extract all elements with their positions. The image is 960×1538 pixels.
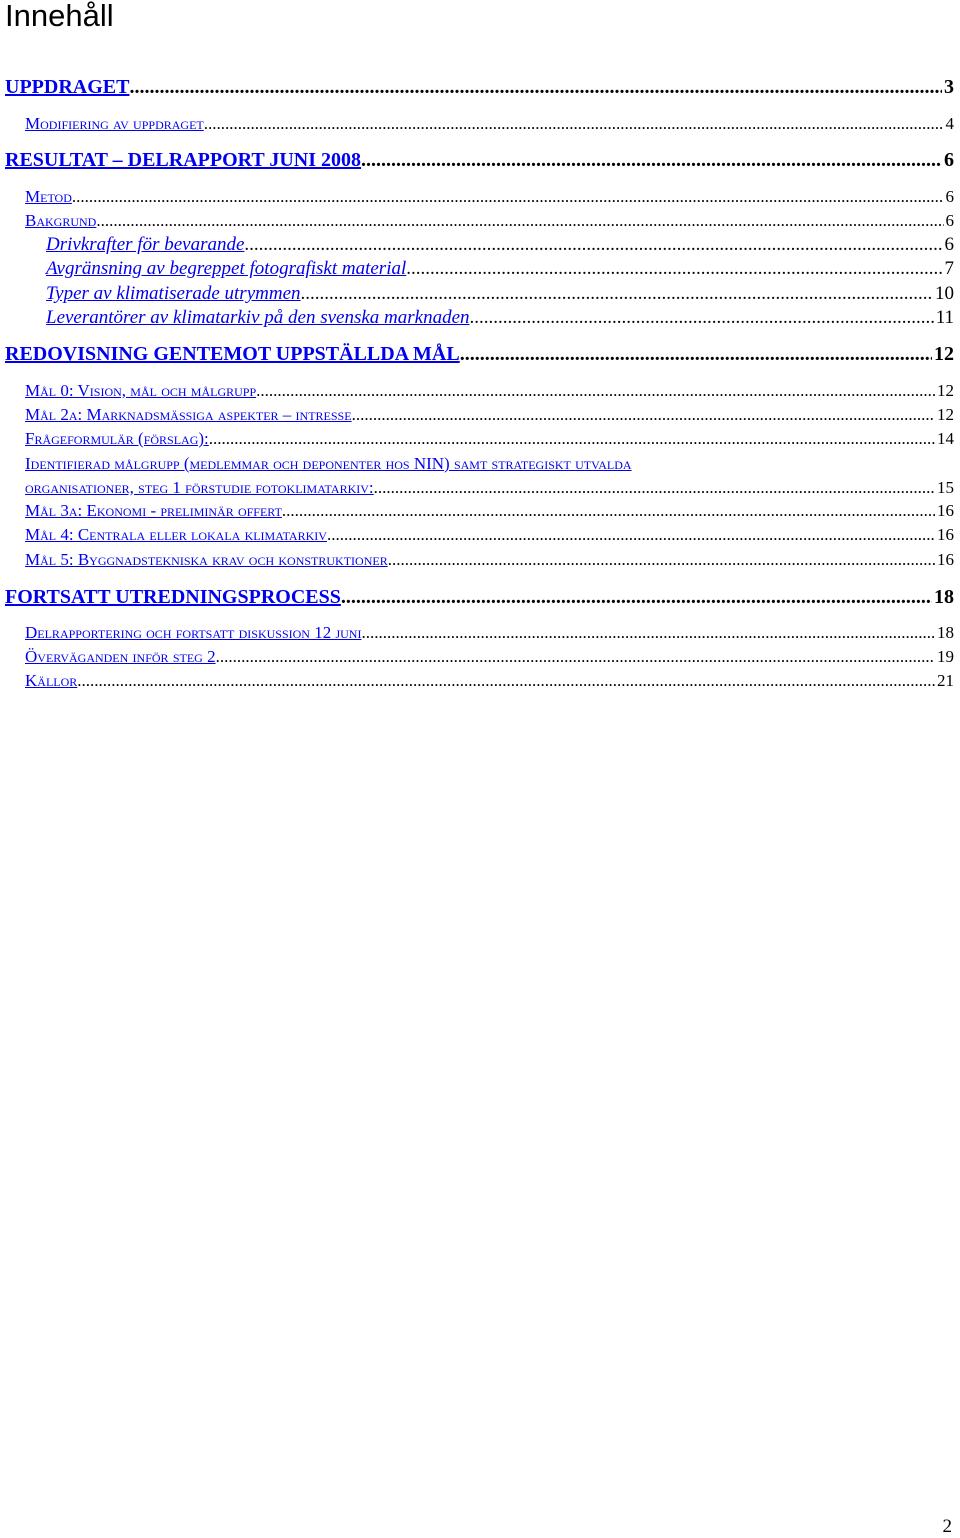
dot-leader — [216, 647, 935, 667]
dot-leader — [327, 525, 935, 545]
toc-link[interactable]: FORTSATT UTREDNINGSPROCESS — [5, 586, 341, 608]
toc-page-number: 6 — [944, 149, 954, 171]
toc-link[interactable]: Identifierad målgrupp (medlemmar och deponenter hos NIN) samt strategiskt utvalda — [25, 454, 632, 473]
toc-entry-avgransning[interactable] — [46, 258, 954, 280]
toc-page-number: 11 — [935, 307, 954, 328]
toc-entry-modifiering[interactable] — [25, 114, 954, 134]
toc-link[interactable]: Mål 2a: Marknadsmässiga aspekter – intresse — [25, 405, 352, 424]
dot-leader — [406, 258, 942, 280]
dot-leader — [77, 671, 935, 691]
toc-entry-frageformular[interactable] — [25, 429, 954, 449]
toc-entry-delrapportering[interactable] — [25, 623, 954, 643]
toc-entry-fortsatt[interactable] — [5, 586, 954, 609]
dot-leader — [209, 429, 935, 449]
toc-entry-identifierad-malgrupp[interactable] — [25, 452, 954, 500]
toc-page-number: 16 — [937, 525, 954, 544]
toc-entry-bakgrund[interactable] — [25, 211, 954, 231]
toc-page-number: 21 — [937, 671, 954, 690]
toc-page-number: 16 — [937, 501, 954, 520]
dot-leader — [256, 381, 935, 401]
toc-link[interactable]: UPPDRAGET — [5, 76, 130, 98]
toc-link[interactable]: Drivkrafter för bevarande — [46, 234, 245, 255]
toc-page-number: 7 — [944, 258, 954, 279]
toc-entry-typer[interactable] — [46, 283, 954, 305]
toc-link[interactable]: Avgränsning av begreppet fotografiskt material — [46, 258, 407, 279]
toc-page-number: 6 — [945, 211, 954, 230]
toc-page-number: 12 — [934, 343, 954, 365]
toc-link[interactable]: Överväganden inför steg 2 — [25, 647, 216, 666]
dot-leader — [96, 211, 943, 231]
toc-page-number: 18 — [934, 586, 954, 608]
toc-entry-metod[interactable] — [25, 187, 954, 207]
toc-page-number: 4 — [945, 114, 954, 133]
toc-entry-uppdraget[interactable] — [5, 76, 954, 99]
toc-entry-mal2a[interactable] — [25, 405, 954, 425]
toc-link[interactable]: Bakgrund — [25, 211, 97, 230]
toc-page-number: 19 — [937, 647, 954, 666]
toc-page-number: 6 — [944, 234, 954, 255]
toc-link-continuation[interactable]: organisationer, steg 1 förstudie fotoklimatarkiv: — [25, 478, 374, 497]
page-title: Innehåll — [5, 0, 114, 33]
toc-entry-redovisning[interactable] — [5, 343, 954, 366]
toc-entry-mal3a[interactable] — [25, 501, 954, 521]
dot-leader — [282, 501, 935, 521]
toc-entry-overvaganden[interactable] — [25, 647, 954, 667]
dot-leader — [129, 76, 942, 99]
toc-link[interactable]: Mål 5: Byggnadstekniska krav och konstruktioner — [25, 550, 388, 569]
toc-entry-drivkrafter[interactable] — [46, 234, 954, 256]
dot-leader — [361, 149, 942, 172]
toc-link[interactable]: RESULTAT – DELRAPPORT JUNI 2008 — [5, 149, 362, 171]
toc-page-number: 12 — [937, 381, 954, 400]
dot-leader — [460, 343, 932, 366]
page-number: 2 — [942, 1516, 952, 1537]
toc-link[interactable]: Leverantörer av klimatarkiv på den svenska marknaden — [46, 307, 470, 328]
toc-page-number: 3 — [944, 76, 954, 98]
dot-leader — [204, 114, 944, 134]
dot-leader — [72, 187, 944, 207]
toc-page-number: 15 — [937, 478, 954, 497]
toc-link[interactable]: Metod — [25, 187, 72, 206]
toc-page-number: 16 — [937, 550, 954, 569]
toc-link[interactable]: Mål 4: Centrala eller lokala klimatarkiv — [25, 525, 327, 544]
dot-leader — [352, 405, 935, 425]
toc-entry-mal0[interactable] — [25, 381, 954, 401]
toc-page-number: 12 — [937, 405, 954, 424]
dot-leader — [388, 550, 935, 570]
toc-link[interactable]: Mål 0: Vision, mål och målgrupp — [25, 381, 257, 400]
toc-page-number: 18 — [937, 623, 954, 642]
toc-entry-mal5[interactable] — [25, 550, 954, 570]
toc-entry-mal4[interactable] — [25, 525, 954, 545]
toc-page-number: 10 — [935, 283, 954, 304]
dot-leader — [361, 623, 935, 643]
toc-page-number: 6 — [945, 187, 954, 206]
toc-link[interactable]: Delrapportering och fortsatt diskussion 12 juni — [25, 623, 362, 642]
toc-link[interactable]: Typer av klimatiserade utrymmen — [46, 283, 301, 304]
dot-leader — [244, 234, 942, 256]
toc-entry-kallor[interactable] — [25, 671, 954, 691]
dot-leader — [301, 283, 933, 305]
toc-page-number: 14 — [937, 429, 954, 448]
toc-entry-leverantorer[interactable] — [46, 307, 954, 329]
toc-link[interactable]: Källor — [25, 671, 78, 690]
toc-entry-resultat[interactable] — [5, 149, 954, 172]
dot-leader — [470, 307, 934, 329]
toc-link[interactable]: Frågeformulär (förslag): — [25, 429, 209, 448]
dot-leader — [341, 586, 932, 609]
toc-link[interactable]: Modifiering av uppdraget — [25, 114, 204, 133]
dot-leader — [374, 476, 935, 500]
toc-link[interactable]: Mål 3a: Ekonomi - preliminär offert — [25, 501, 282, 520]
toc-link[interactable]: REDOVISNING GENTEMOT UPPSTÄLLDA MÅL — [5, 343, 460, 365]
